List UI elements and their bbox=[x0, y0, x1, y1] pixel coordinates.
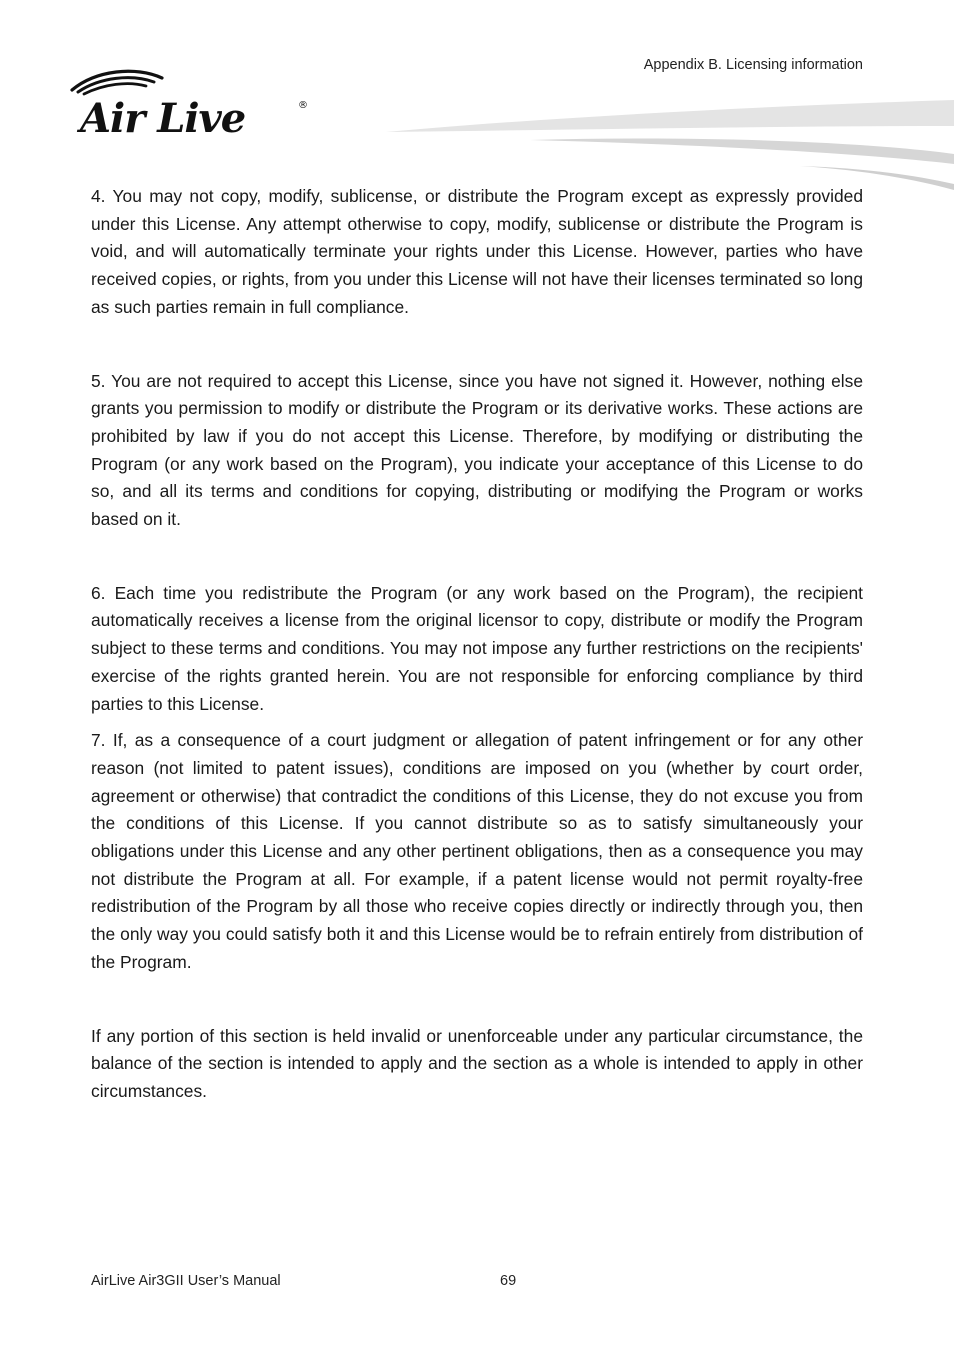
section-header: Appendix B. Licensing information bbox=[643, 57, 863, 73]
paragraph-section-6: 6. Each time you redistribute the Program (or any work based on the Program), the recipient automatically receives a license from the original licensor to copy, distribute or modify the Program subject to these terms and conditions. You may not impose any further restrictions on the recipients' exercise of the rights granted herein. You are not responsible for enforcing compliance by third parties to this License. bbox=[91, 582, 863, 714]
airlive-logo bbox=[66, 68, 316, 144]
decorative-swoosh bbox=[380, 96, 954, 196]
wireless-arcs-icon bbox=[72, 71, 162, 94]
paragraph-severability: If any portion of this section is held invalid or unenforceable under any particular circumstance, the balance of the section is intended to apply and the section as a whole is intended to apply in other circumstances. bbox=[91, 1025, 863, 1101]
logo-wordmark: Air Live bbox=[80, 95, 246, 142]
page-number: 69 bbox=[500, 1273, 517, 1289]
paragraph-section-4: 4. You may not copy, modify, sublicense, or distribute the Program except as expressly provided under this License. Any attempt otherwise to copy, modify, sublicense or distribute the Program is void, and will automatically terminate your rights under this License. However, parties who have received copies, or rights, from you under this License will not have their licenses terminated so long as such parties remain in full compliance. bbox=[91, 186, 863, 317]
paragraph-section-5: 5. You are not required to accept this License, since you have not signed it. However, nothing else grants you permission to modify or distribute the Program or its derivative works. These actions are prohibited by law if you do not accept this License. Therefore, by modifying or distributing the Program (or any work based on the Program), you indicate your acceptance of this License to do so, and all its terms and conditions for copying, distributing or modifying the Program or works based on it. bbox=[91, 370, 863, 530]
registered-mark: ® bbox=[298, 100, 308, 111]
paragraph-section-7: 7. If, as a consequence of a court judgment or allegation of patent infringement or for any other reason (not limited to patent issues), conditions are imposed on you (whether by court order, agreement or otherwise) that contradict the conditions of this License, they do not excuse you from the conditions of this License. If you cannot distribute so as to satisfy simultaneously your obligations under this License and any other pertinent obligations, then as a consequence you may not distribute the Program at all. For example, if a patent license would not permit royalty-free redistribution of the Program by all those who receive copies directly or indirectly through you, then the only way you could satisfy both it and this License would be to refrain entirely from distribution of the Program. bbox=[91, 730, 863, 972]
license-body bbox=[91, 183, 863, 1106]
footer-manual-title: AirLive Air3GII User’s Manual bbox=[91, 1273, 281, 1289]
